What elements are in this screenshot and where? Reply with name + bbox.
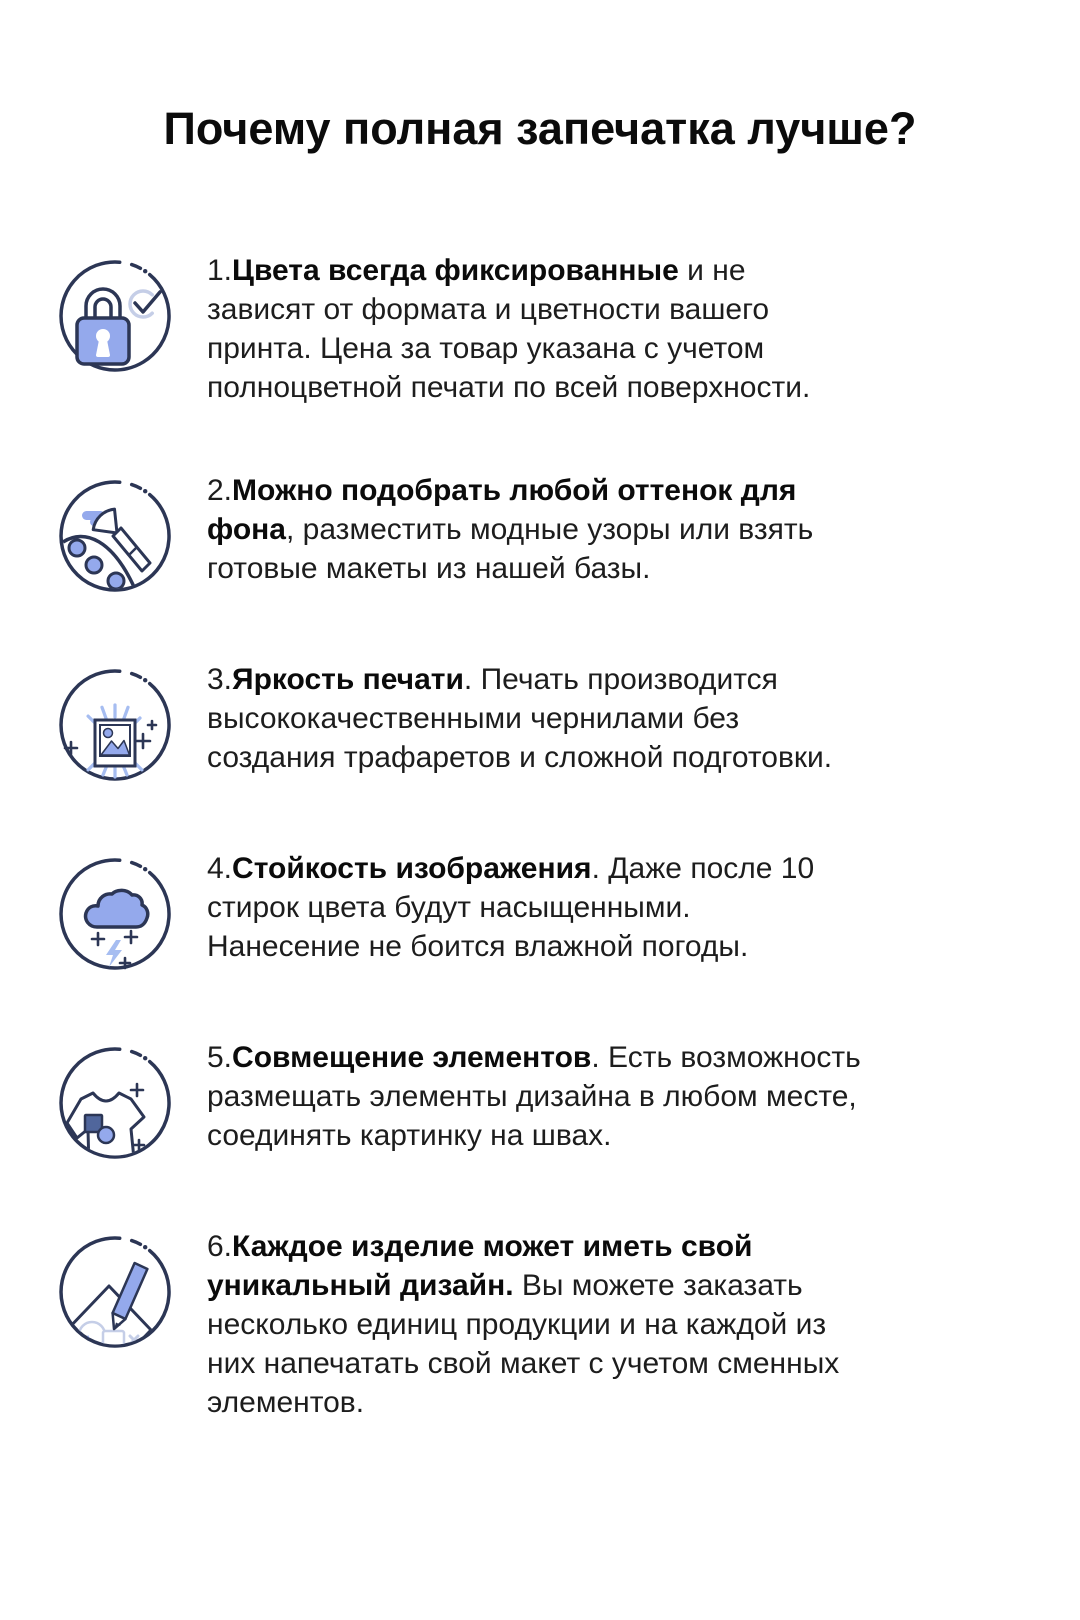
- lock-check-icon: [55, 256, 175, 376]
- benefit-text-3: 3.Яркость печати. Печать производится высококачественными чернилами без создания трафаретов и сложной подготовки.: [207, 663, 833, 774]
- bright-image-icon: [55, 665, 175, 785]
- benefit-item-6: [55, 1227, 1050, 1422]
- benefit-item-2: [55, 471, 1050, 596]
- benefit-item-3: [55, 660, 1050, 785]
- benefit-text-6: 6.Каждое изделие может иметь свой уникальный дизайн. Вы можете заказать несколько единиц продукции и на каждой из них напечатать свой макет с учетом сменных элементов.: [207, 1230, 840, 1419]
- benefit-text-4: 4.Стойкость изображения. Даже после 10 стирок цвета будут насыщенными. Нанесение не боится влажной погоды.: [207, 852, 815, 963]
- page-title: Почему полная запечатка лучше?: [163, 103, 917, 154]
- tshirt-elements-icon: [55, 1043, 175, 1163]
- palette-brush-icon: [55, 476, 175, 596]
- pencil-design-icon: [55, 1232, 175, 1352]
- benefit-text-2: 2.Можно подобрать любой оттенок для фона, разместить модные узоры или взять готовые макеты из нашей базы.: [207, 474, 814, 585]
- benefit-text-1: 1.Цвета всегда фиксированные и не зависят от формата и цветности вашего принта. Цена за товар указана с учетом полноцветной печати по всей поверхности.: [207, 254, 811, 404]
- benefit-text-5: 5.Совмещение элементов. Есть возможность размещать элементы дизайна в любом месте, соединять картинку на швах.: [207, 1041, 861, 1152]
- benefit-item-5: [55, 1038, 1050, 1163]
- benefit-item-1: [55, 251, 1050, 407]
- benefits-list: [0, 251, 1080, 1422]
- benefit-item-4: [55, 849, 1050, 974]
- storm-cloud-icon: [55, 854, 175, 974]
